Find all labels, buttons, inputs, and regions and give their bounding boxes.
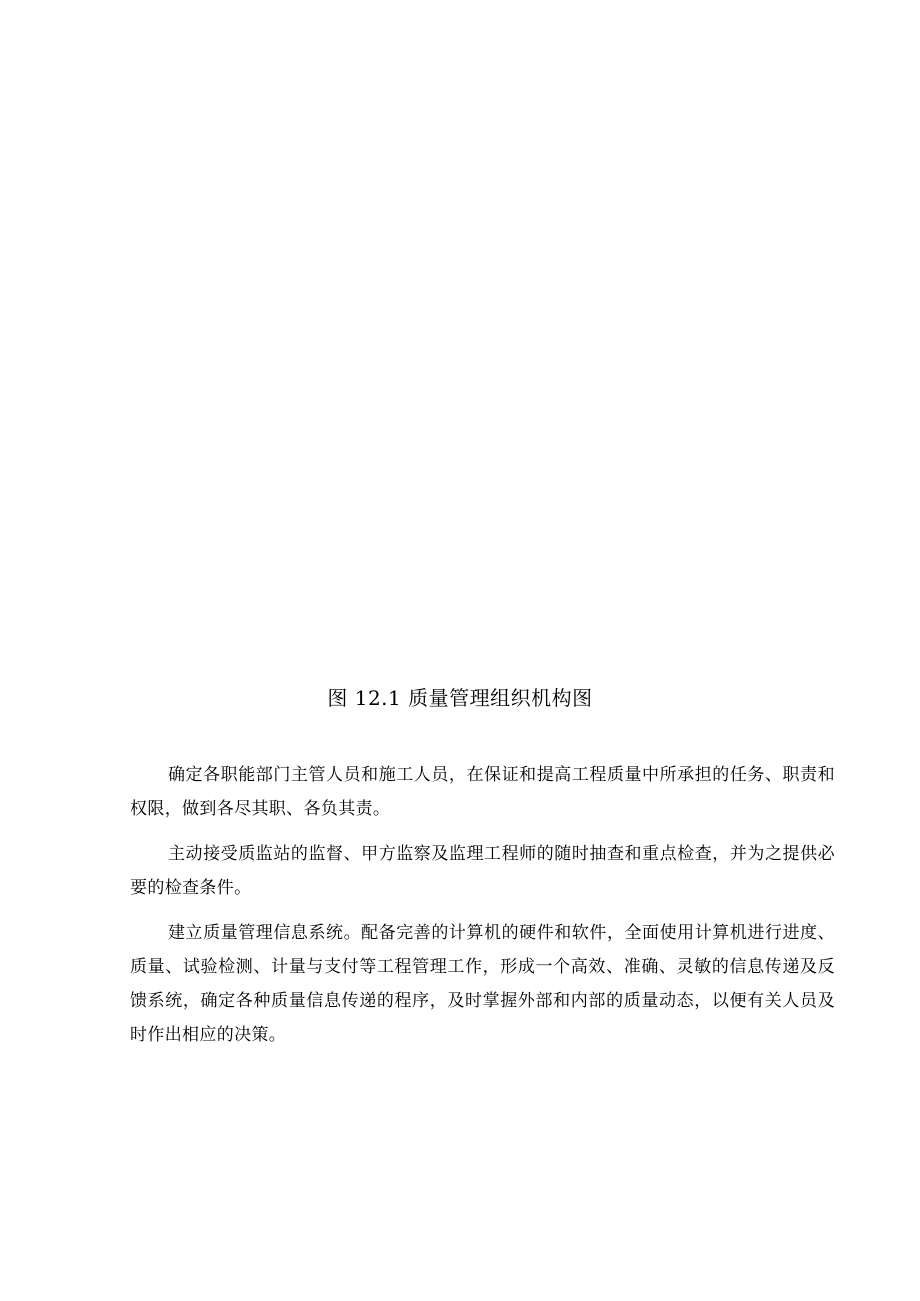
paragraph-information-system: 建立质量管理信息系统。配备完善的计算机的硬件和软件，全面使用计算机进行进度、质量、试验检测、计量与支付等工程管理工作，形成一个高效、准确、灵敏的信息传递及反馈系统，确定各种质量信息传递的程序，及时掌握外部和内部的质量动态，以便有关人员及时作出相应的决策。 — [130, 923, 835, 1045]
paragraph-responsibilities: 确定各职能部门主管人员和施工人员，在保证和提高工程质量中所承担的任务、职责和权限，做到各尽其职、各负其责。 — [130, 765, 835, 819]
paragraph-supervision: 主动接受质监站的监督、甲方监察及监理工程师的随时抽查和重点检查，并为之提供必要的检查条件。 — [130, 844, 835, 898]
org-chart-figure-area — [130, 60, 835, 660]
figure-caption: 图 12.1 质量管理组织机构图 — [327, 686, 593, 710]
body-text — [130, 758, 835, 1063]
